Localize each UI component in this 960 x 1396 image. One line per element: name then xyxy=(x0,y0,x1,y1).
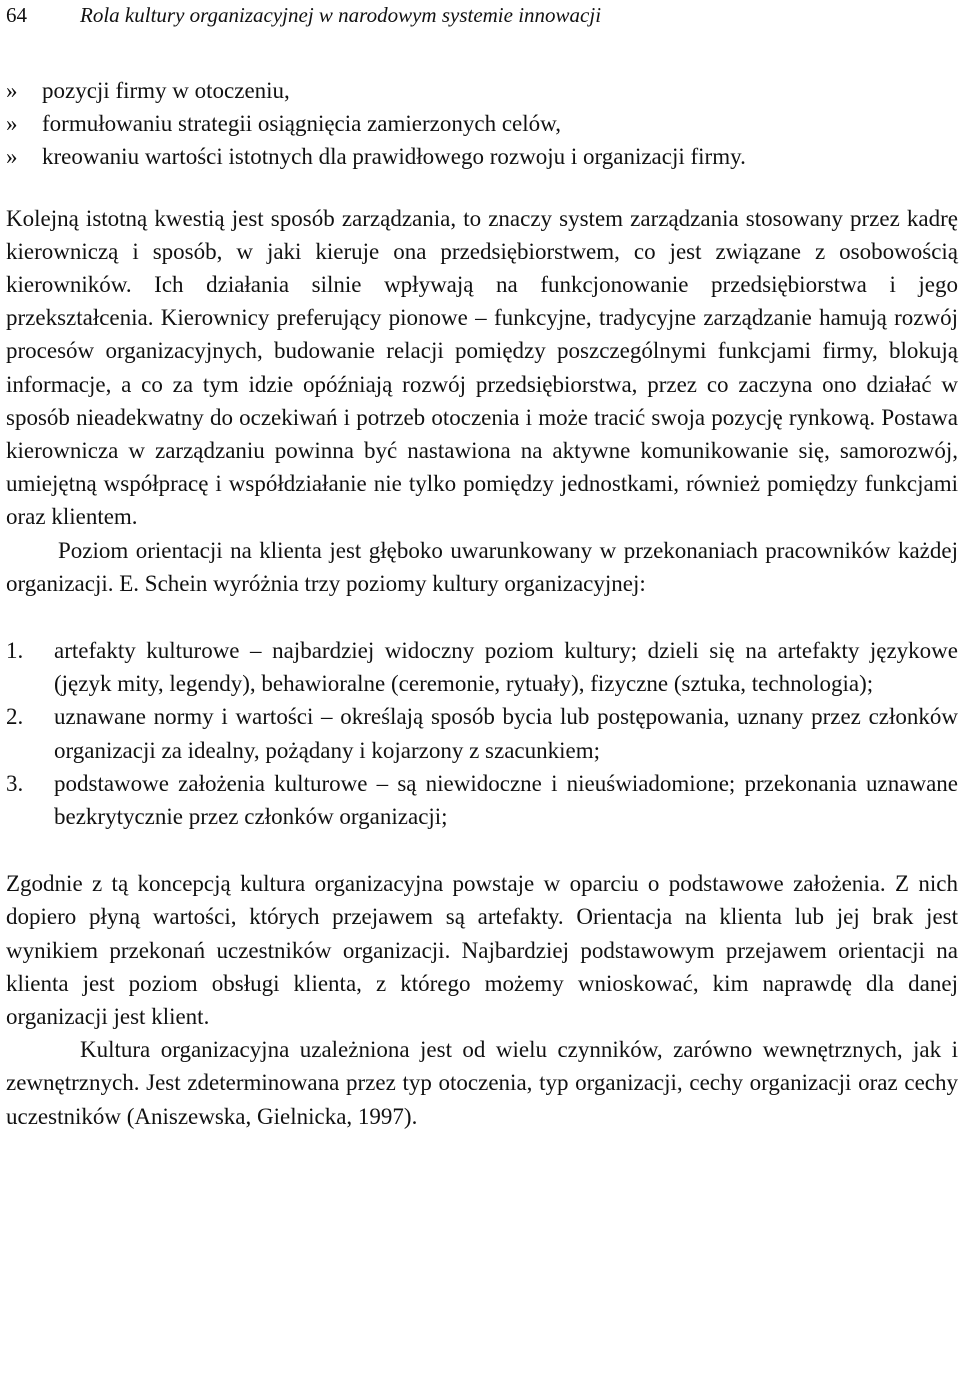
running-title: Rola kultury organizacyjnej w narodowym systemie innowacji xyxy=(80,3,602,27)
bullet-text: kreowaniu wartości istotnych dla prawidłowego rozwoju i organizacji firmy. xyxy=(42,144,746,170)
bullet-marker: » xyxy=(6,144,18,170)
bullet-list xyxy=(6,74,958,174)
list-number: 1. xyxy=(6,638,24,664)
list-number: 3. xyxy=(6,770,24,796)
document-page xyxy=(6,0,958,1133)
page-header xyxy=(6,0,958,36)
bullet-marker: » xyxy=(6,111,18,137)
list-item xyxy=(6,767,958,833)
page-number: 64 xyxy=(6,3,27,27)
culture-levels-list xyxy=(6,634,958,833)
bullet-marker: » xyxy=(6,78,18,103)
bullet-item xyxy=(6,107,958,140)
paragraph-customer-orientation: Poziom orientacji na klienta jest głęboko uwarunkowany w przekonaniach pracowników każdej organizacji. E. Schein wyróżnia trzy poziomy kultury organizacyjnej: xyxy=(6,537,958,596)
bullet-text: formułowaniu strategii osiągnięcia zamierzonych celów, xyxy=(42,111,562,137)
paragraph-concept: Zgodnie z tą koncepcją kultura organizacyjna powstaje w oparciu o podstawowe założenia. Z nich dopiero płyną wartości, których przejawem są artefakty. Orientacja na klienta lub jej brak jest wynikiem przekonań uczestników organizacji. Najbardziej podstawowym przejawem orientacji na klienta jest poziom obsługi klienta, z którego możemy wnioskować, kim naprawdę dla danej organizacji jest klient. xyxy=(6,871,958,1030)
list-text: podstawowe założenia kulturowe – są niewidoczne i nieuświadomione; przekonania uznawane bezkrytycznie przez członków organizacji; xyxy=(54,770,958,830)
list-item xyxy=(6,634,958,700)
bullet-text: pozycji firmy w otoczeniu, xyxy=(42,78,290,103)
paragraph-factors: Kultura organizacyjna uzależniona jest od wielu czynników, zarówno wewnętrznych, jak i zewnętrznych. Jest zdeterminowana przez typ otoczenia, typ organizacji, cechy organizacji oraz cechy uczestników (Aniszewska, Gielnicka, 1997). xyxy=(6,1037,958,1129)
paragraph-management: Kolejną istotną kwestią jest sposób zarządzania, to znaczy system zarządzania stosowany przez kadrę kierowniczą i sposób, w jaki kieruje ona przedsiębiorstwem, co jest związane z osobowością kierowników. Ich działania silnie wpływają na funkcjonowanie przedsiębiorstwa i jego przekształcenia. Kierownicy preferujący pionowe – funkcyjne, tradycyjne zarządzanie hamują rozwój procesów organizacyjnych, budowanie relacji pomiędzy poszczególnymi funkcjami firmy, blokują informacje, a co za tym idzie opóźniają rozwój przedsiębiorstwa, przez co zaczyna ono działać w sposób nieadekwatny do oczekiwań i potrzeb otoczenia i może tracić swoja pozycję rynkową. Postawa kierownicza w zarządzaniu powinna być nastawiona na aktywne komunikowanie się, samorozwój, umiejętną współpracę i współdziałanie nie tylko pomiędzy jednostkami, również pomiędzy funkcjami oraz klientem. xyxy=(6,205,958,530)
list-item xyxy=(6,700,958,766)
list-text: uznawane normy i wartości – określają sposób bycia lub postępowania, uznany przez członków organizacji za idealny, pożądany i kojarzony z szacunkiem; xyxy=(54,704,958,763)
bullet-item xyxy=(6,74,958,107)
list-text: artefakty kulturowe – najbardziej widoczny poziom kultury; dzieli się na artefakty językowe (język mity, legendy), behawioralne (ceremonie, rytuały), fizyczne (sztuka, technologia); xyxy=(54,638,958,697)
body-text xyxy=(6,74,958,1133)
list-number: 2. xyxy=(6,704,24,730)
bullet-item xyxy=(6,140,958,173)
